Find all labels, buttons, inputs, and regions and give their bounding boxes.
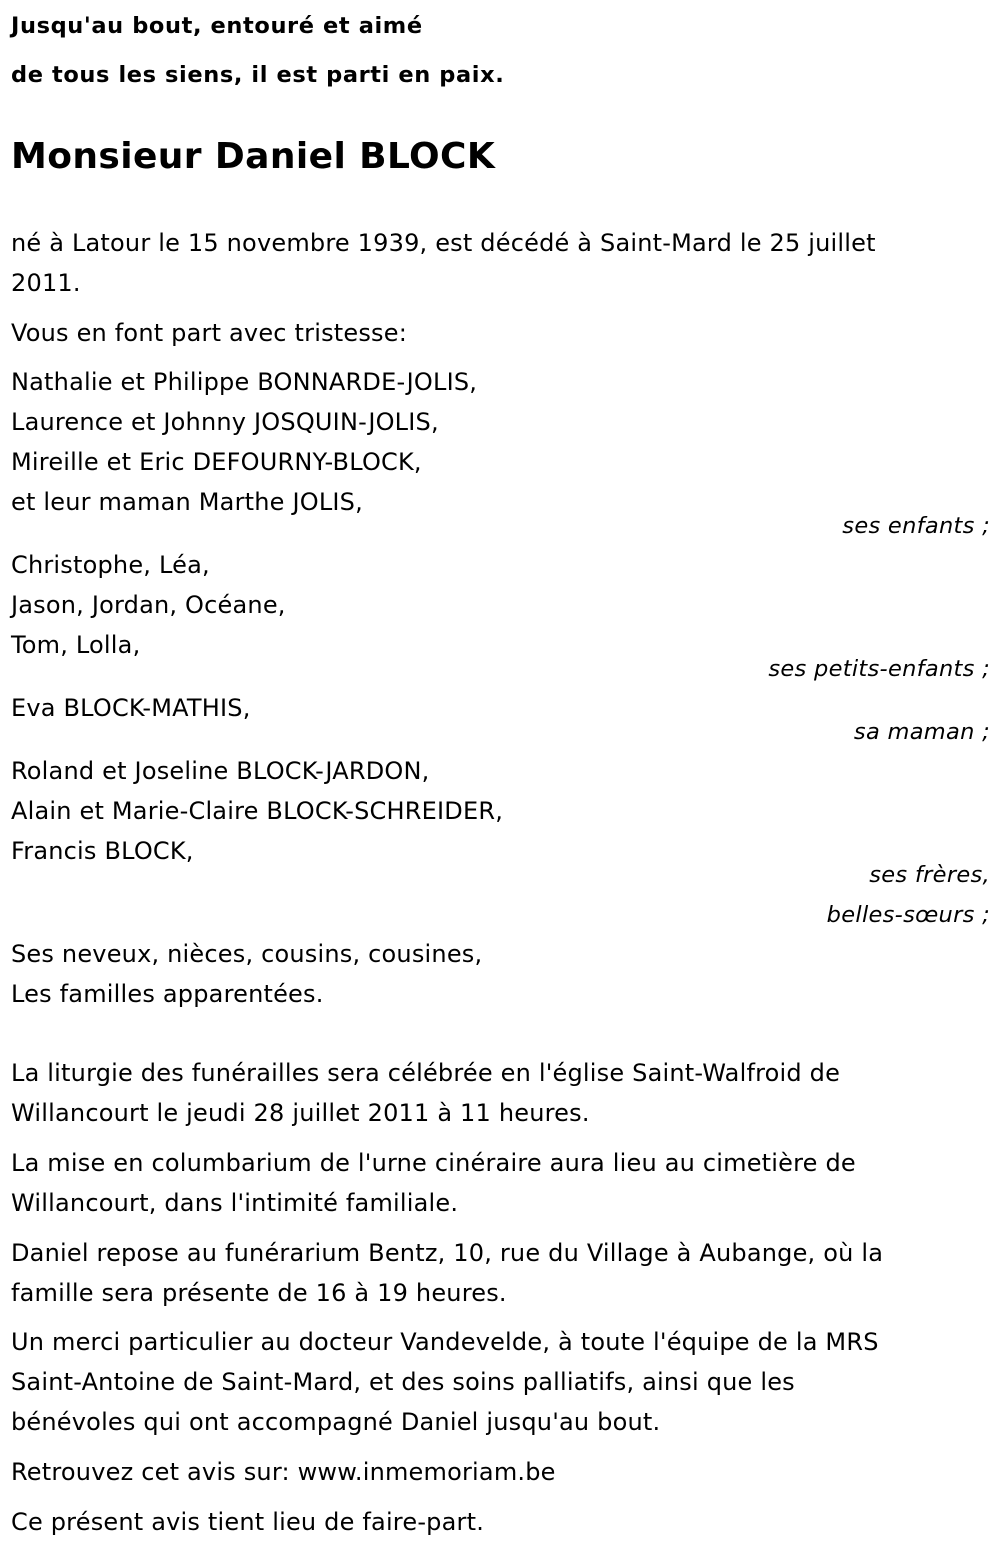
- intro-line-1: Jusqu'au bout, entouré et aimé: [11, 13, 423, 39]
- child-name: Mireille et Eric DEFOURNY-BLOCK,: [11, 448, 422, 476]
- child-name: et leur maman Marthe JOLIS,: [11, 488, 363, 516]
- intro-line-2: de tous les siens, il est parti en paix.: [11, 62, 505, 88]
- relation-mother: sa maman ;: [853, 719, 990, 745]
- announcement: Vous en font part avec tristesse:: [11, 319, 408, 347]
- grandchild-names: Christophe, Léa,: [11, 551, 210, 579]
- sibling-name: Alain et Marie-Claire BLOCK-SCHREIDER,: [11, 797, 504, 825]
- funerarium-line-2: famille sera présente de 16 à 19 heures.: [11, 1279, 507, 1307]
- birth-death-line-1: né à Latour le 15 novembre 1939, est décédé à Saint-Mard le 25 juillet: [11, 229, 876, 257]
- other-relatives: Ses neveux, nièces, cousins, cousines,: [11, 940, 483, 968]
- columbarium-line-2: Willancourt, dans l'intimité familiale.: [11, 1189, 459, 1217]
- grandchild-names: Tom, Lolla,: [11, 631, 141, 659]
- child-name: Laurence et Johnny JOSQUIN-JOLIS,: [11, 408, 439, 436]
- other-relatives: Les familles apparentées.: [11, 980, 324, 1008]
- relation-children: ses enfants ;: [842, 513, 990, 539]
- funeral-line-1: La liturgie des funérailles sera célébrée en l'église Saint-Walfroid de: [11, 1059, 841, 1087]
- mother-name: Eva BLOCK-MATHIS,: [11, 694, 251, 722]
- thanks-line-1: Un merci particulier au docteur Vandevelde, à toute l'équipe de la MRS: [11, 1328, 879, 1356]
- birth-death-line-2: 2011.: [11, 269, 81, 297]
- grandchild-names: Jason, Jordan, Océane,: [11, 591, 286, 619]
- sibling-name: Roland et Joseline BLOCK-JARDON,: [11, 757, 430, 785]
- columbarium-line-1: La mise en columbarium de l'urne cinéraire aura lieu au cimetière de: [11, 1149, 856, 1177]
- deceased-name: Monsieur Daniel BLOCK: [11, 136, 496, 177]
- website-notice: Retrouvez cet avis sur: www.inmemoriam.be: [11, 1458, 556, 1486]
- funerarium-line-1: Daniel repose au funérarium Bentz, 10, rue du Village à Aubange, où la: [11, 1239, 884, 1267]
- sibling-name: Francis BLOCK,: [11, 837, 194, 865]
- child-name: Nathalie et Philippe BONNARDE-JOLIS,: [11, 368, 478, 396]
- relation-grandchildren: ses petits-enfants ;: [768, 656, 990, 682]
- thanks-line-2: Saint-Antoine de Saint-Mard, et des soins palliatifs, ainsi que les: [11, 1368, 795, 1396]
- relation-siblings-line-1: ses frères,: [869, 862, 990, 888]
- closing-notice: Ce présent avis tient lieu de faire-part.: [11, 1508, 485, 1536]
- funeral-line-2: Willancourt le jeudi 28 juillet 2011 à 11 heures.: [11, 1099, 590, 1127]
- thanks-line-3: bénévoles qui ont accompagné Daniel jusqu'au bout.: [11, 1408, 661, 1436]
- relation-siblings-line-2: belles-sœurs ;: [826, 902, 990, 928]
